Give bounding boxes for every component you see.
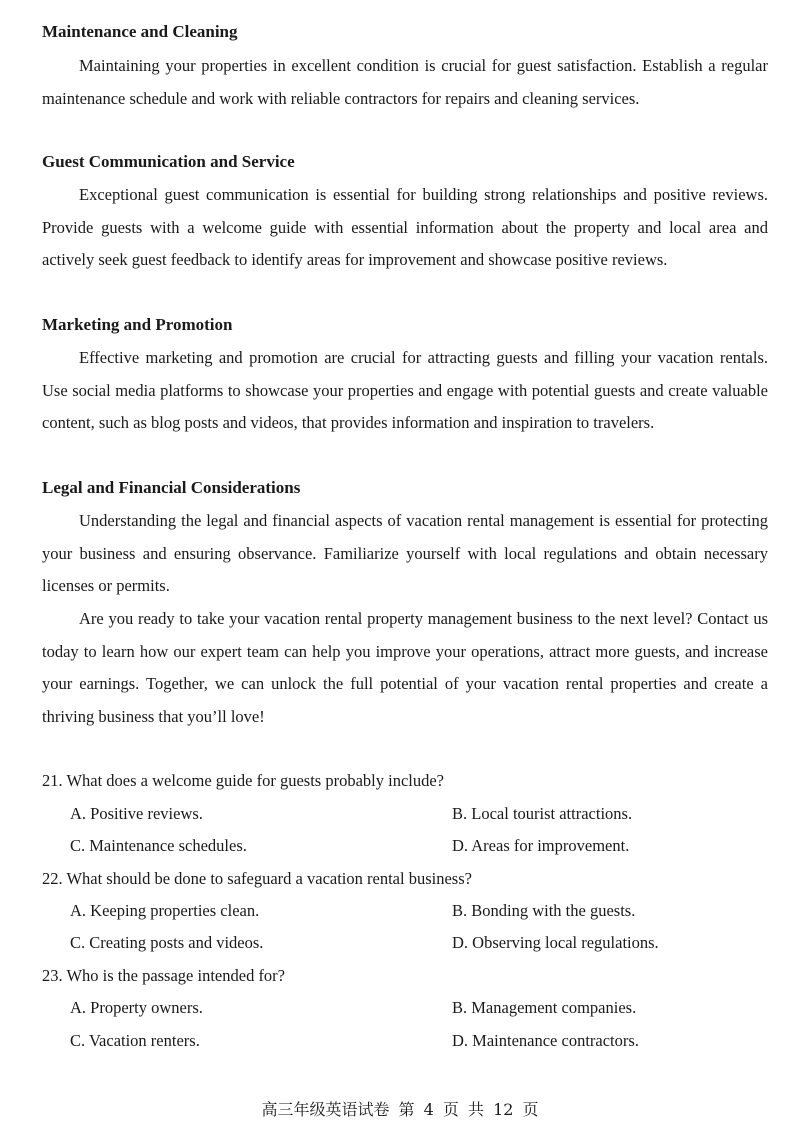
paragraph-guest-communication: Exceptional guest communication is essential for building strong relationships and positive reviews. Provide guests with a welcome guide with essential information about the property and local area and actively seek guest feedback to identify areas for improvement and showcase positive reviews. [42, 185, 768, 269]
question-23-option-d: D. Maintenance contractors. [452, 1031, 639, 1050]
question-23-option-c: C. Vacation renters. [70, 1031, 200, 1050]
question-23: 23. Who is the passage intended for? [42, 966, 286, 985]
paragraph-marketing: Effective marketing and promotion are crucial for attracting guests and filling your vacation rentals. Use social media platforms to showcase your properties and engage with potential guests and create valuable content, such as blog posts and videos, that provides information and inspiration to travelers. [42, 348, 768, 432]
question-21-option-b: B. Local tourist attractions. [452, 804, 633, 823]
section-heading-guest-communication: Guest Communication and Service [42, 152, 295, 171]
question-22: 22. What should be done to safeguard a vacation rental business? [42, 869, 472, 888]
question-21-option-c: C. Maintenance schedules. [70, 836, 247, 855]
question-22-option-b: B. Bonding with the guests. [452, 901, 636, 920]
question-21: 21. What does a welcome guide for guests probably include? [42, 771, 444, 790]
section-heading-maintenance: Maintenance and Cleaning [42, 22, 238, 41]
question-23-option-b: B. Management companies. [452, 998, 637, 1017]
question-21-option-d: D. Areas for improvement. [452, 836, 630, 855]
question-22-option-c: C. Creating posts and videos. [70, 933, 264, 952]
question-22-option-a: A. Keeping properties clean. [70, 901, 260, 920]
page-footer: 高三年级英语试卷 第 4 页 共 12 页 [261, 1100, 539, 1119]
paragraph-closing: Are you ready to take your vacation rental property management business to the next level? Contact us today to learn how our expert team can help you improve your operations, attract more guests, and increase your earnings. Together, we can unlock the full potential of your vacation rental properties and create a thriving business that you’ll love! [42, 609, 768, 726]
section-heading-marketing: Marketing and Promotion [42, 315, 233, 334]
question-23-option-a: A. Property owners. [70, 998, 203, 1017]
paragraph-legal: Understanding the legal and financial aspects of vacation rental management is essential for protecting your business and ensuring observance. Familiarize yourself with local regulations and obtain necessary licenses or permits. [42, 511, 768, 595]
paragraph-maintenance: Maintaining your properties in excellent condition is crucial for guest satisfaction. Establish a regular maintenance schedule and work with reliable contractors for repairs and cleaning services. [42, 56, 768, 108]
section-heading-legal: Legal and Financial Considerations [42, 478, 301, 497]
question-22-option-d: D. Observing local regulations. [452, 933, 659, 952]
question-21-option-a: A. Positive reviews. [70, 804, 203, 823]
